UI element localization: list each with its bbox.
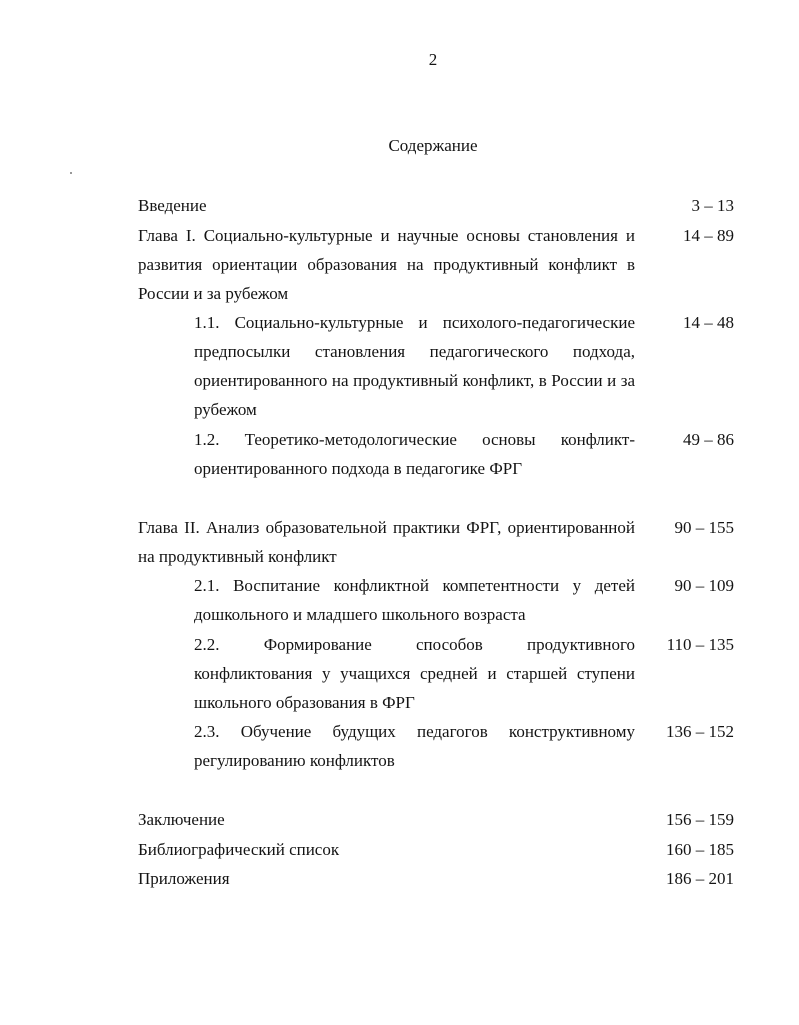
toc-entry-text: 1.2. Теоретико-методологические основы конфликт-ориентированного подхода в педагогике ФРГ <box>194 430 635 478</box>
toc-entry-text: Приложения <box>138 869 230 888</box>
scan-speck <box>70 172 72 174</box>
toc-entry-text: 2.2. Формирование способов продуктивного конфликтования у учащихся средней и старшей ступени школьного образования в ФРГ <box>194 635 635 712</box>
toc-entry-pages: 160 – 185 <box>666 840 734 859</box>
toc-entry-text: Глава I. Социально-культурные и научные основы становления и развития ориентации образования на продуктивный конфликт в России и за рубежом <box>138 226 635 303</box>
toc-entry-text: Библиографический список <box>138 840 340 859</box>
toc-entry-pages: 156 – 159 <box>666 810 734 829</box>
toc-entry-pages: 136 – 152 <box>666 722 734 741</box>
toc-entry-text: 1.1. Социально-культурные и психолого-педагогические предпосылки становления педагогического подхода, ориентированного на продуктивный конфликт, в России и за рубежом <box>194 313 635 419</box>
toc-entry-text: Введение <box>138 196 207 215</box>
toc-entry-pages: 90 – 155 <box>674 518 734 537</box>
toc-entry-pages: 14 – 89 <box>683 226 734 245</box>
toc-entry-text: 2.3. Обучение будущих педагогов конструктивному регулированию конфликтов <box>194 722 635 770</box>
toc-entry-pages: 14 – 48 <box>683 313 734 332</box>
toc-entry-pages: 90 – 109 <box>674 576 734 595</box>
toc-entry-text: Глава II. Анализ образовательной практики ФРГ, ориентированной на продуктивный конфликт <box>138 518 635 566</box>
toc-entry-pages: 110 – 135 <box>666 635 734 654</box>
page-number: 2 <box>428 50 438 69</box>
toc-entry-text: Заключение <box>138 810 225 829</box>
toc-entry-text: 2.1. Воспитание конфликтной компетентности у детей дошкольного и младшего школьного возраста <box>194 576 635 624</box>
toc-entry-pages: 186 – 201 <box>666 869 734 888</box>
toc-entry-pages: 3 – 13 <box>691 196 734 215</box>
toc-entry-pages: 49 – 86 <box>683 430 734 449</box>
toc-title: Содержание <box>388 136 478 155</box>
